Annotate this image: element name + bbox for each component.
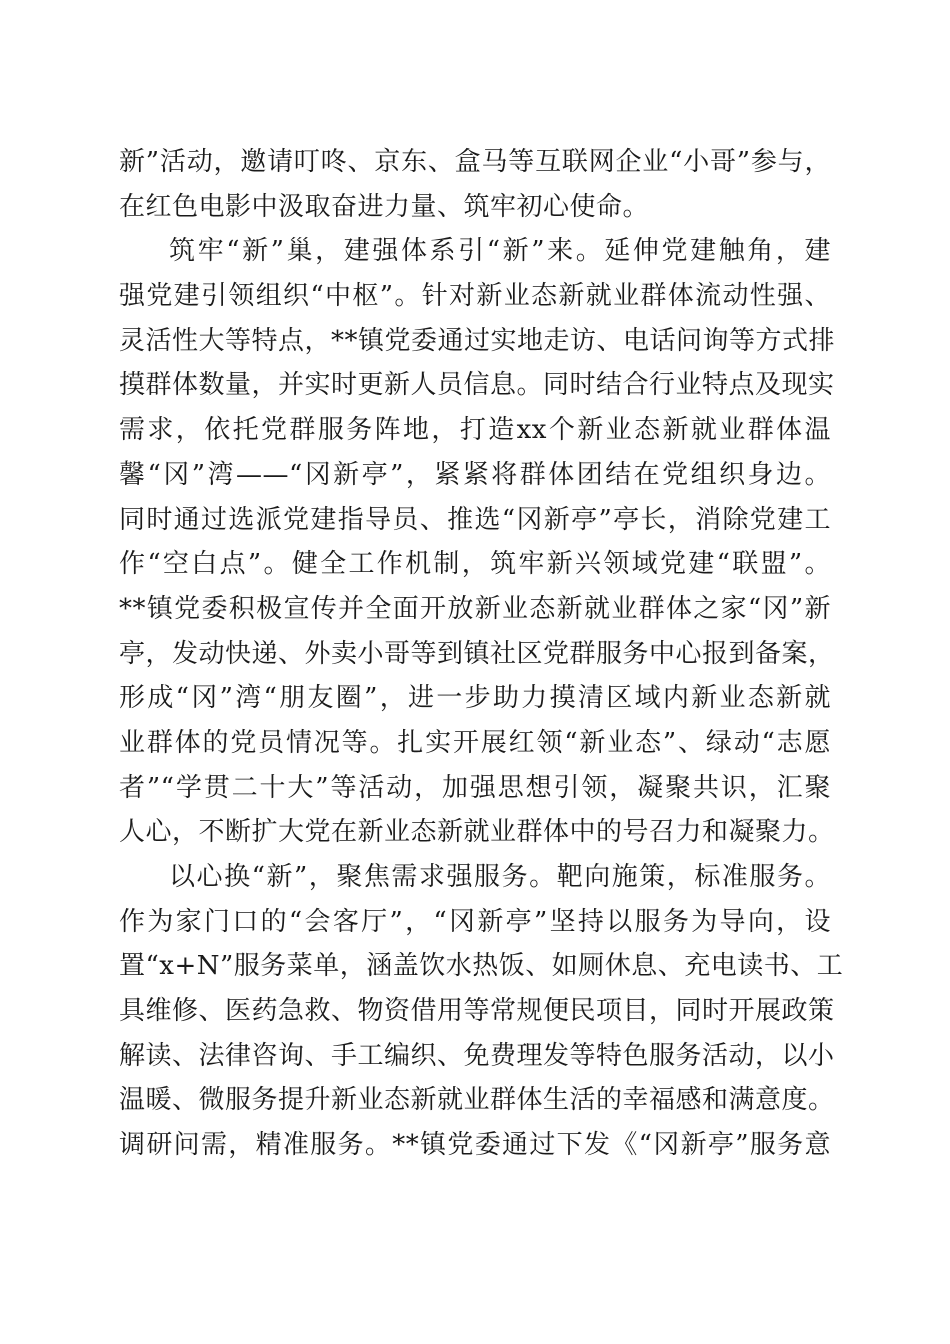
text-line: **镇党委积极宣传并全面开放新业态新就业群体之家“冈”新 [119,593,831,624]
text-line: 馨“冈”湾——“冈新亭”，紧紧将群体团结在党组织身边。 [119,459,831,490]
text-line: 同时通过选派党建指导员、推选“冈新亭”亭长，消除党建工 [119,504,831,535]
text-line: 形成“冈”湾“朋友圈”，进一步助力摸清区域内新业态新就 [119,683,831,714]
text-line: 调研问需，精准服务。**镇党委通过下发《“冈新亭”服务意 [119,1130,831,1161]
text-line: 具维修、医药急救、物资借用等常规便民项目，同时开展政策 [119,996,835,1027]
text-line: 摸群体数量，并实时更新人员信息。同时结合行业特点及现实 [119,370,835,401]
text-line: 需求，依托党群服务阵地，打造xx个新业态新就业群体温 [119,415,831,446]
text-line: 者”“学贯二十大”等活动，加强思想引领，凝聚共识，汇聚 [119,772,831,803]
paragraph-start-line: 以心换“新”，聚焦需求强服务。靶向施策，标准服务。 [169,862,831,892]
paragraph-start-line: 筑牢“新”巢，建强体系引“新”来。延伸党建触角，建 [169,236,831,267]
text-line: 解读、法律咨询、手工编织、免费理发等特色服务活动，以小 [119,1040,835,1071]
document-body [119,140,844,1168]
text-line: 亭，发动快递、外卖小哥等到镇社区党群服务中心报到备案， [119,638,835,669]
text-line: 人心，不断扩大党在新业态新就业群体中的号召力和凝聚力。 [119,817,835,848]
text-line: 置“x+N”服务菜单，涵盖饮水热饭、如厕休息、充电读书、工 [119,951,844,982]
text-line: 新”活动，邀请叮咚、京东、盒马等互联网企业“小哥”参与， [119,147,831,177]
text-line: 温暖、微服务提升新业态新就业群体生活的幸福感和满意度。 [119,1085,835,1116]
text-line: 强党建引领组织“中枢”。针对新业态新就业群体流动性强、 [119,281,831,312]
text-line: 在红色电影中汲取奋进力量、筑牢初心使命。 [119,191,650,222]
text-line: 业群体的党员情况等。扎实开展红领“新业态”、绿动“志愿 [119,727,831,758]
text-line: 作为家门口的“会客厅”，“冈新亭”坚持以服务为导向，设 [119,906,831,937]
text-line: 作“空白点”。健全工作机制，筑牢新兴领域党建“联盟”。 [119,549,831,580]
text-line: 灵活性大等特点，**镇党委通过实地走访、电话问询等方式排 [119,325,836,356]
